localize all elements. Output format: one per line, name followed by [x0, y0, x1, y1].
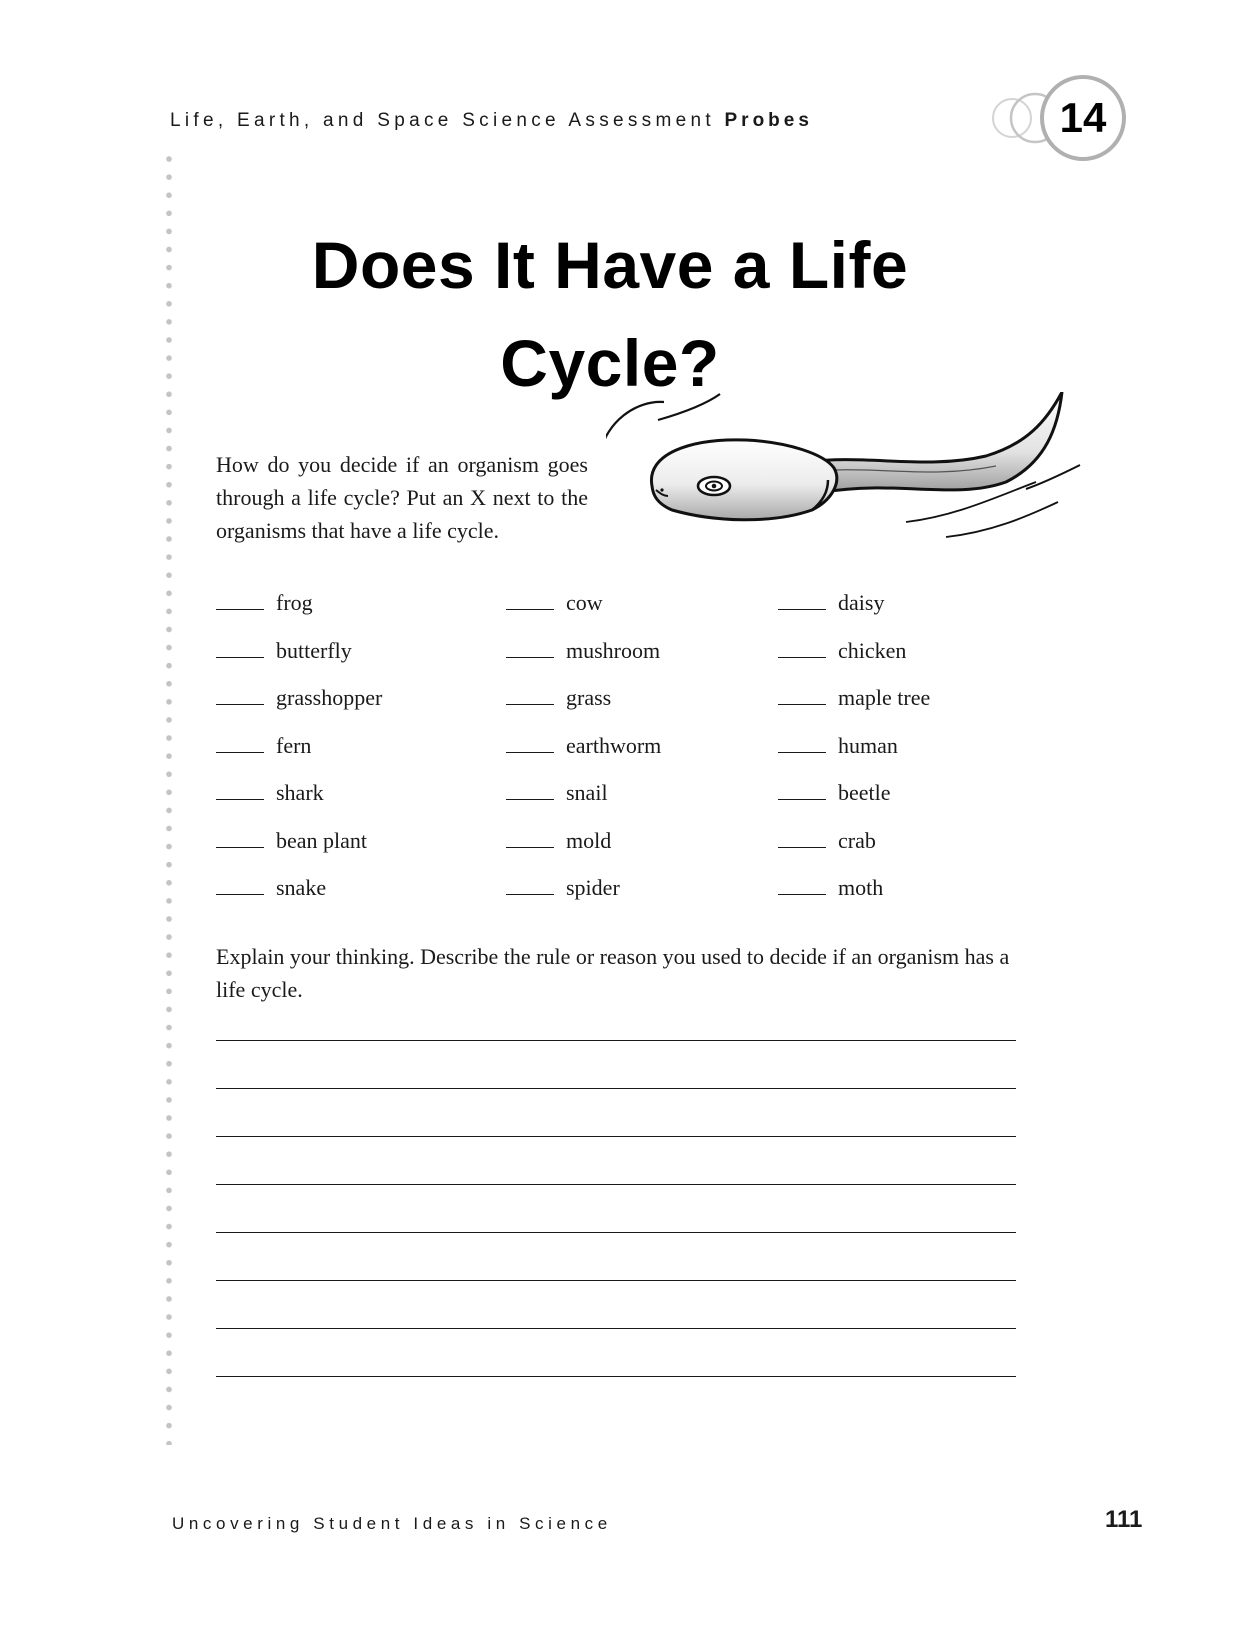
organism-item	[216, 585, 496, 633]
organism-label: human	[838, 732, 898, 758]
organism-item	[506, 633, 786, 681]
series-title-text: Life, Earth, and Space Science Assessment	[170, 110, 715, 131]
checkbox-blank[interactable]	[216, 823, 264, 848]
intro-instructions: How do you decide if an organism goes through a life cycle? Put an X next to the organisms that have a life cycle.	[216, 452, 588, 543]
organism-item	[778, 775, 1058, 823]
organism-item	[778, 680, 1058, 728]
organism-item	[506, 680, 786, 728]
checkbox-blank[interactable]	[506, 728, 554, 753]
answer-line[interactable]	[216, 1232, 1016, 1233]
organism-label: mold	[566, 827, 612, 853]
checkbox-blank[interactable]	[216, 775, 264, 800]
series-title-bold: Probes	[724, 110, 813, 131]
checkbox-blank[interactable]	[506, 823, 554, 848]
answer-line[interactable]	[216, 1088, 1016, 1089]
checkbox-blank[interactable]	[778, 680, 826, 705]
checkbox-blank[interactable]	[216, 585, 264, 610]
organism-label: frog	[276, 590, 313, 615]
organism-item	[506, 823, 786, 871]
organism-label: moth	[838, 875, 884, 900]
dotted-margin	[165, 150, 173, 1445]
checkbox-blank[interactable]	[216, 633, 264, 658]
organism-item	[778, 633, 1058, 681]
checkbox-blank[interactable]	[778, 633, 826, 658]
organism-label: fern	[276, 732, 312, 758]
title-line-1: Does It Have a Life	[311, 228, 909, 302]
answer-line[interactable]	[216, 1136, 1016, 1137]
probe-number: 14	[1059, 94, 1107, 141]
organism-label: cow	[566, 590, 603, 615]
answer-line[interactable]	[216, 1376, 1016, 1377]
checkbox-blank[interactable]	[216, 870, 264, 895]
checkbox-blank[interactable]	[778, 775, 826, 800]
organism-item	[216, 775, 496, 823]
organism-item	[216, 823, 496, 871]
organism-label: beetle	[838, 780, 891, 805]
organism-item	[778, 728, 1058, 776]
organism-label: snail	[566, 780, 608, 805]
organism-column	[778, 585, 1058, 918]
organism-item	[216, 728, 496, 776]
organism-item	[216, 633, 496, 681]
organism-label: mushroom	[566, 637, 661, 663]
organism-item	[506, 870, 786, 918]
page-number: 111	[1105, 1506, 1143, 1533]
explain-prompt: Explain your thinking. Describe the rule or reason you used to decide if an organism has a life cycle.	[216, 944, 1010, 1002]
organism-item	[778, 870, 1058, 918]
answer-line[interactable]	[216, 1184, 1016, 1185]
page-title	[230, 216, 990, 412]
organism-label: grasshopper	[276, 685, 383, 710]
organism-item	[506, 775, 786, 823]
organism-label: spider	[566, 875, 620, 900]
checkbox-blank[interactable]	[506, 633, 554, 658]
book-title: Uncovering Student Ideas in Science	[172, 1514, 612, 1533]
organism-label: shark	[276, 780, 324, 805]
organism-item	[506, 585, 786, 633]
answer-area[interactable]	[216, 1040, 1016, 1424]
organism-item	[778, 823, 1058, 871]
checkbox-blank[interactable]	[216, 680, 264, 705]
organism-column	[506, 585, 786, 918]
tadpole-icon	[606, 392, 1106, 554]
series-title	[170, 110, 813, 132]
answer-line[interactable]	[216, 1280, 1016, 1281]
checkbox-blank[interactable]	[506, 680, 554, 705]
answer-line[interactable]	[216, 1328, 1016, 1329]
organism-label: daisy	[838, 590, 885, 615]
organism-item	[506, 728, 786, 776]
checkbox-blank[interactable]	[506, 585, 554, 610]
organism-label: crab	[838, 827, 876, 853]
organism-item	[216, 870, 496, 918]
title-line-2: Cycle?	[500, 326, 720, 400]
checkbox-blank[interactable]	[778, 728, 826, 753]
organism-item	[216, 680, 496, 728]
organism-label: chicken	[838, 637, 907, 663]
checkbox-blank[interactable]	[778, 823, 826, 848]
probe-number-badge-icon	[990, 75, 1160, 170]
organism-label: butterfly	[276, 637, 352, 663]
organism-label: earthworm	[566, 732, 662, 758]
organism-label: snake	[276, 875, 327, 900]
checkbox-blank[interactable]	[506, 775, 554, 800]
organism-label: bean plant	[276, 827, 368, 853]
checkbox-blank[interactable]	[778, 870, 826, 895]
organism-label: grass	[566, 685, 612, 710]
answer-line[interactable]	[216, 1040, 1016, 1041]
checkbox-blank[interactable]	[506, 870, 554, 895]
checkbox-blank[interactable]	[778, 585, 826, 610]
organism-column	[216, 585, 496, 918]
organism-item	[778, 585, 1058, 633]
organism-label: maple tree	[838, 685, 931, 710]
checkbox-blank[interactable]	[216, 728, 264, 753]
